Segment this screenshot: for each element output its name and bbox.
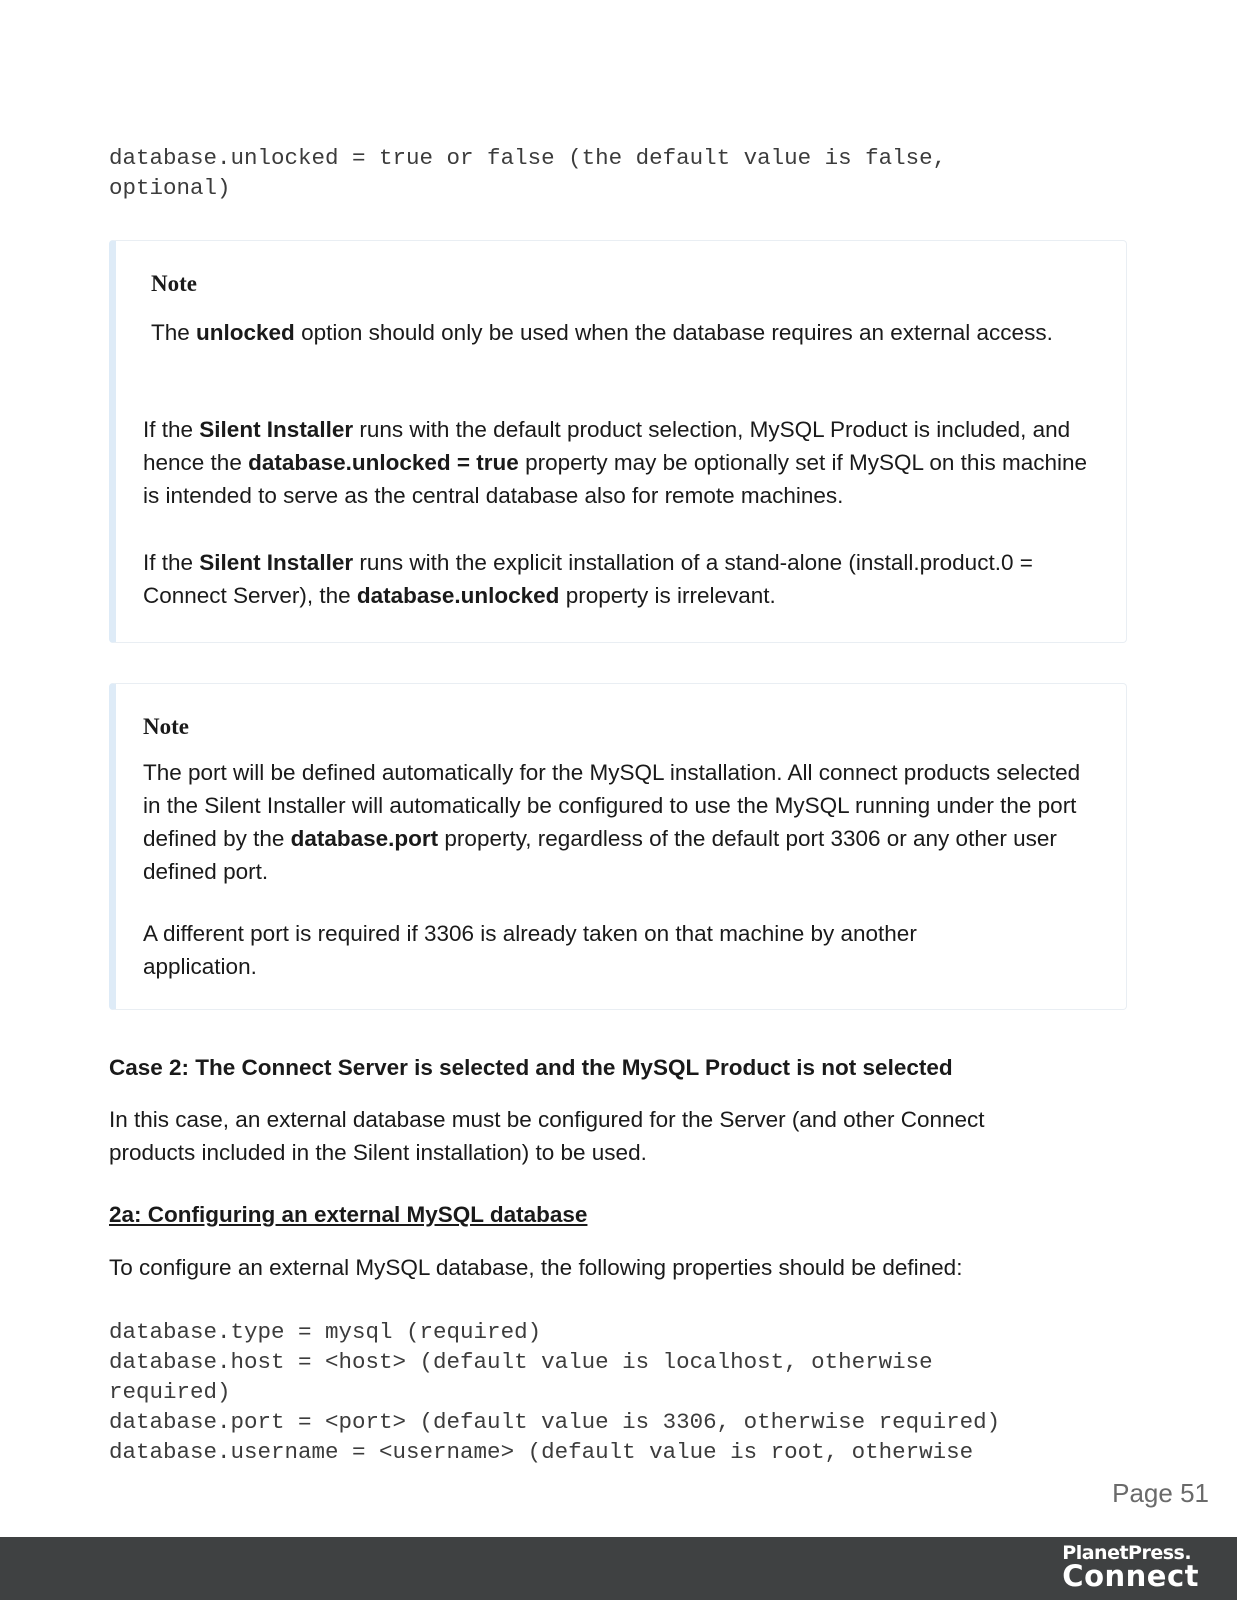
section-subheading: 2a: Configuring an external MySQL database bbox=[109, 1202, 588, 1227]
body-paragraph: In this case, an external database must be configured for the Server (and other Connect products included in the Silent installation) to be used. bbox=[109, 1107, 985, 1165]
note-box-port bbox=[109, 683, 1127, 1010]
logo-text-bottom: Connect bbox=[1062, 1559, 1199, 1593]
body-paragraph: To configure an external MySQL database, the following properties should be defined: bbox=[109, 1255, 963, 1280]
page-number: Page 51 bbox=[1112, 1478, 1209, 1508]
code-line: database.type = mysql (required) bbox=[109, 1319, 542, 1345]
code-line: database.username = <username> (default value is root, otherwise bbox=[109, 1439, 974, 1465]
note-paragraph: If the Silent Installer runs with the default product selection, MySQL Product is included, and hence the database.unlocked = true property may be optionally set if MySQL on this machine is intended to serve as the central database also for remote machines. bbox=[143, 417, 1087, 508]
code-line: database.host = <host> (default value is localhost, otherwise bbox=[109, 1349, 933, 1375]
planetpress-connect-logo bbox=[1062, 1544, 1199, 1591]
code-block-unlocked bbox=[109, 143, 946, 203]
code-line: database.port = <port> (default value is 3306, otherwise required) bbox=[109, 1409, 1001, 1435]
note-title: Note bbox=[143, 714, 189, 739]
note-paragraph: The unlocked option should only be used when the database requires an external access. bbox=[151, 320, 1053, 345]
note-paragraph: A different port is required if 3306 is already taken on that machine by another application. bbox=[143, 921, 917, 979]
note-paragraph: If the Silent Installer runs with the explicit installation of a stand-alone (install.product.0 = Connect Server), the database.unlocked property is irrelevant. bbox=[143, 550, 1033, 608]
code-line: database.unlocked = true or false (the default value is false, bbox=[109, 145, 947, 171]
code-block-mysql-properties bbox=[109, 1317, 1000, 1467]
code-line: optional) bbox=[109, 175, 231, 201]
note-box-unlocked bbox=[109, 240, 1127, 643]
note-title: Note bbox=[151, 271, 197, 296]
section-heading: Case 2: The Connect Server is selected and the MySQL Product is not selected bbox=[109, 1055, 953, 1080]
logo-text-top: PlanetPress. bbox=[1062, 1542, 1192, 1564]
footer-bar bbox=[0, 1537, 1237, 1600]
note-paragraph: The port will be defined automatically for the MySQL installation. All connect products selected in the Silent Installer will automatically be configured to use the MySQL running under the port defined by the database.port property, regardless of the default port 3306 or any other user defined port. bbox=[143, 760, 1081, 884]
code-line: required) bbox=[109, 1379, 231, 1405]
